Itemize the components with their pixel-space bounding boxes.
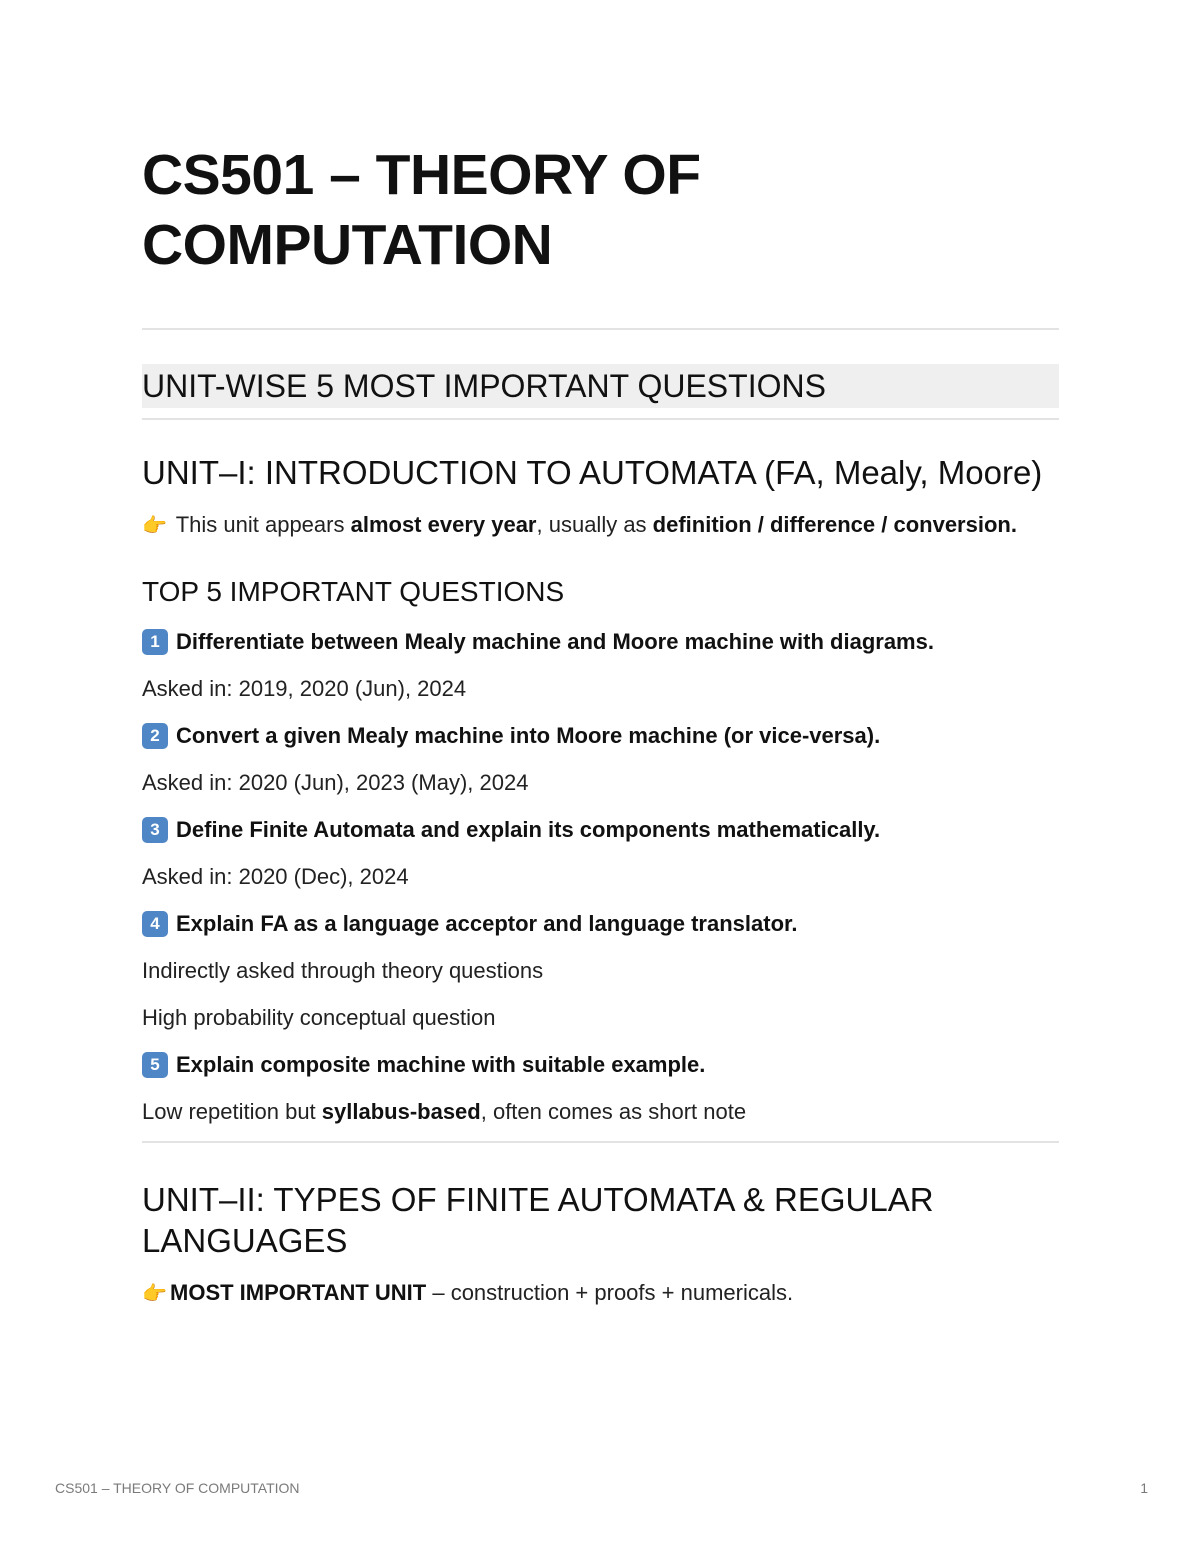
document-body xyxy=(142,140,1059,1312)
question-3: 3 Define Finite Automata and explain its components mathematically. xyxy=(142,812,1059,847)
keycap-five-icon: 5 xyxy=(142,1052,168,1078)
unit2-note: 👉 MOST IMPORTANT UNIT – construction + proofs + numericals. xyxy=(142,1275,1059,1312)
unit1-note: 👉 This unit appears almost every year, usually as definition / difference / conversion. xyxy=(142,507,1059,544)
question-4-detail: Indirectly asked through theory questions xyxy=(142,958,544,983)
question-3-asked: Asked in: 2020 (Dec), 2024 xyxy=(142,864,409,889)
question-2-asked: Asked in: 2020 (Jun), 2023 (May), 2024 xyxy=(142,770,529,795)
footer-title: CS501 – THEORY OF COMPUTATION xyxy=(55,1480,300,1496)
question-2: 2 Convert a given Mealy machine into Moore machine (or vice-versa). xyxy=(142,718,1059,753)
question-4: 4 Explain FA as a language acceptor and language translator. xyxy=(142,906,1059,941)
question-5: 5 Explain composite machine with suitable example. xyxy=(142,1047,1059,1082)
page-number: 1 xyxy=(1140,1480,1148,1496)
keycap-four-icon: 4 xyxy=(142,911,168,937)
question-1-asked: Asked in: 2019, 2020 (Jun), 2024 xyxy=(142,676,467,701)
divider xyxy=(142,328,1059,330)
unit2-title: UNIT–II: TYPES OF FINITE AUTOMATA & REGULAR LANGUAGES xyxy=(142,1181,934,1259)
document-title: CS501 – THEORY OF COMPUTATION xyxy=(142,143,701,277)
keycap-two-icon: 2 xyxy=(142,723,168,749)
pointing-right-icon: 👉 xyxy=(142,515,167,537)
question-5-detail: Low repetition but syllabus-based, often comes as short note xyxy=(142,1099,747,1124)
divider xyxy=(142,1141,1059,1143)
section-heading: UNIT-WISE 5 MOST IMPORTANT QUESTIONS xyxy=(142,364,1059,408)
divider xyxy=(142,418,1059,420)
unit1-title: UNIT–I: INTRODUCTION TO AUTOMATA (FA, Mealy, Moore) xyxy=(142,454,1043,491)
question-1: 1 Differentiate between Mealy machine and Moore machine with diagrams. xyxy=(142,624,1059,659)
question-4-detail: High probability conceptual question xyxy=(142,1005,496,1030)
keycap-three-icon: 3 xyxy=(142,817,168,843)
keycap-one-icon: 1 xyxy=(142,629,168,655)
pointing-right-icon: 👉 xyxy=(142,1283,167,1305)
top5-subheading: TOP 5 IMPORTANT QUESTIONS xyxy=(142,576,565,607)
